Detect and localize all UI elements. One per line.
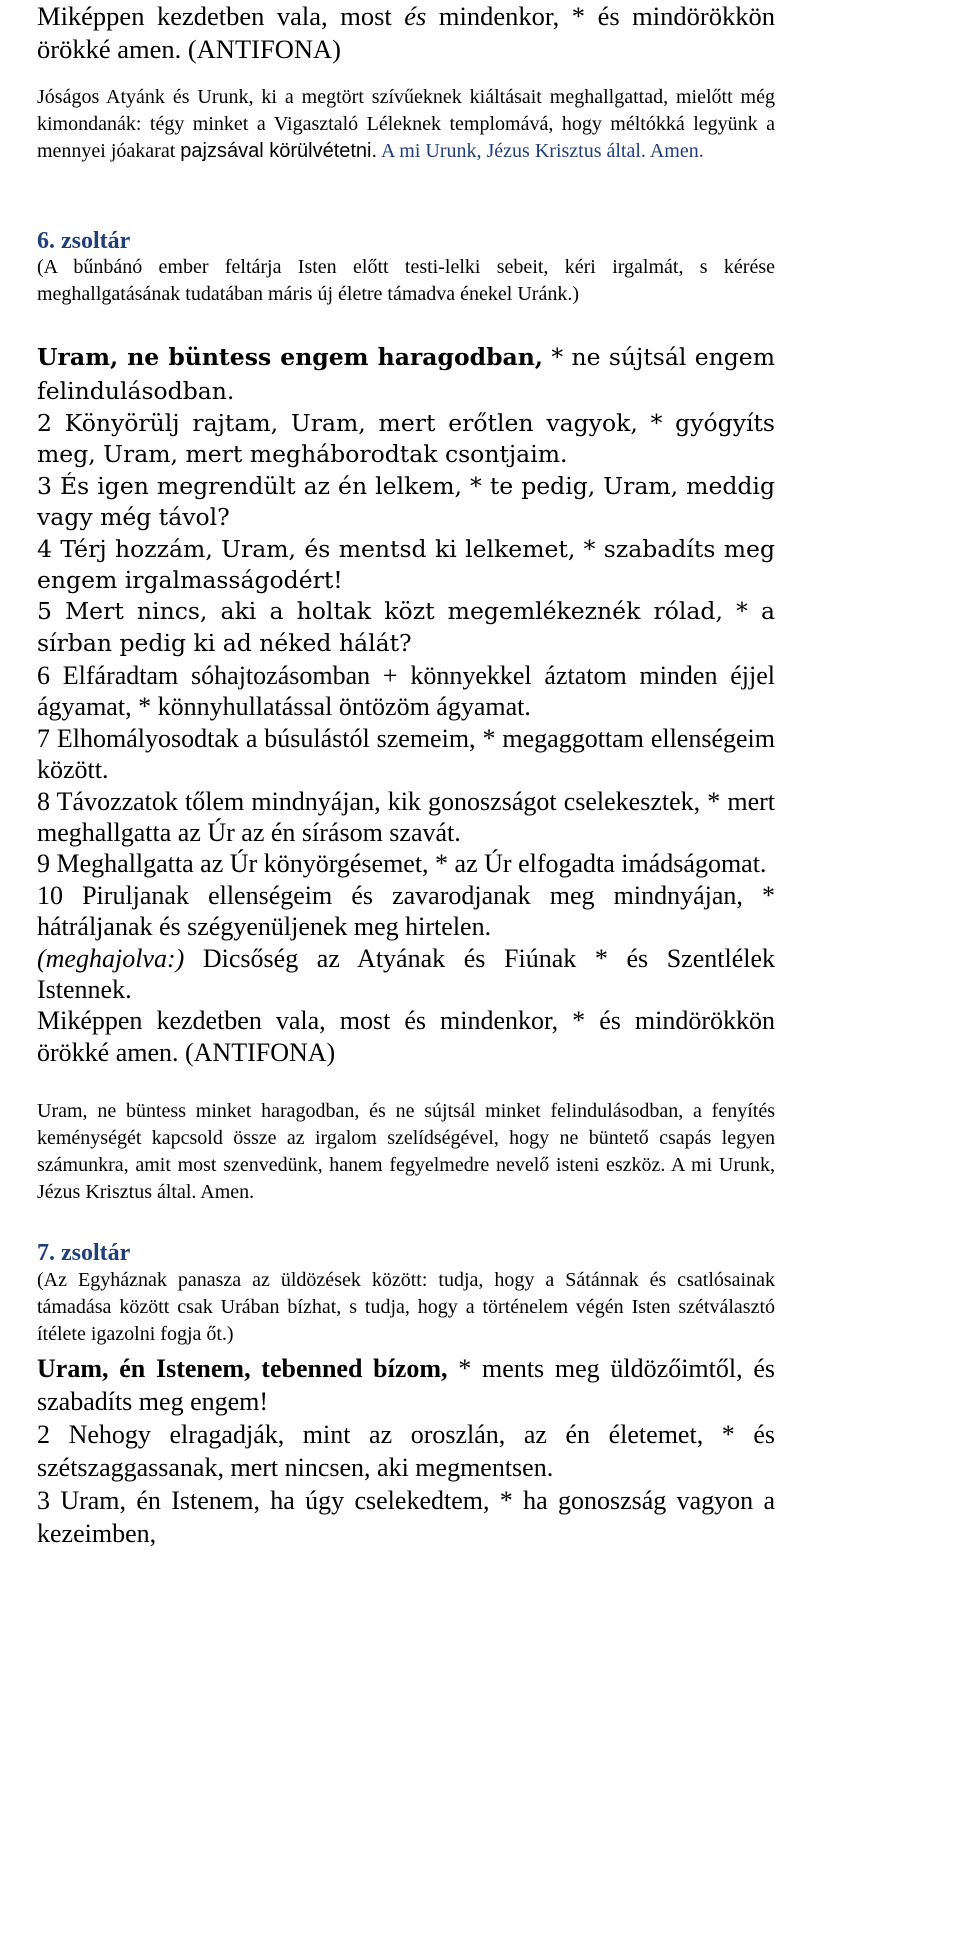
psalm-6-title: 6. zsoltár (37, 228, 131, 254)
psalm-7-verse-1-rest: * ments meg üldözőimtől, és szabadíts meg engem! (37, 1354, 775, 1416)
psalm-6-verses-b (37, 660, 775, 1068)
psalm-6-doxology: Miképpen kezdetben vala, most és mindenkor, * és mindörökkön örökké amen. (ANTIFONA) (37, 1006, 775, 1067)
psalm-6-verse: 8 Távozzatok tőlem mindnyájan, kik gonoszságot cselekesztek, * mert meghallgatta az Úr az én sírásom szavát. (37, 786, 775, 848)
psalm-6-verse: 2 Könyörülj rajtam, Uram, mert erőtlen vagyok, * gyógyíts meg, Uram, mert megháborodtak csontjaim. (37, 409, 775, 469)
psalm-6-verse: 4 Térj hozzám, Uram, és mentsd ki lelkemet, * szabadíts meg engem irgalmasságodért! (37, 534, 775, 595)
doxology-top (37, 0, 775, 66)
doxology-rest: mindenkor, * és mindörökkön örökké amen. (ANTIFONA) (37, 1, 775, 64)
psalm-7-verses (37, 1418, 775, 1550)
psalm-6-verse: 10 Piruljanak ellenségeim és zavarodjanak meg mindnyájan, * hátráljanak és szégyenüljenek meg hirtelen. (37, 880, 775, 942)
psalm-7-intro: (Az Egyháznak panasza az üldözések között: tudja, hogy a Sátánnak és csatlósainak támadása között csak Urában bízhat, s tudja, hogy a történelem végén Isten szétválasztó ítélete igazolni fogja őt.) (37, 1269, 775, 1345)
psalm-7-verse: 2 Nehogy elragadják, mint az oroszlán, az én életemet, * és szétszaggassanak, mert nincsen, aki megmentsen. (37, 1420, 775, 1482)
closing-prayer-2: Uram, ne büntess minket haragodban, és ne sújtsál minket felindulásodban, a fenyítés keménységét kapcsold össze az irgalom szelídségével, hogy ne büntető csapás legyen számunkra, amit most szenvedünk, hanem fegyelmedre nevelő isteni eszköz. A mi Urunk, Jézus Krisztus által. Amen. (37, 1100, 775, 1203)
psalm-6-gloria (37, 943, 775, 1006)
psalm-6-verse-1-rest: * ne sújtsál engem felindulásodban. (37, 343, 775, 405)
psalm-7-verse: 3 Uram, én Istenem, ha úgy cselekedtem, * ha gonoszság vagyon a kezeimben, (37, 1486, 775, 1548)
psalm-7-verse-1 (37, 1352, 775, 1418)
psalm-6-verse-1-bold: Uram, ne büntess engem haragodban, (37, 343, 543, 371)
closing-prayer-1 (37, 84, 775, 165)
psalm-6-verse: 7 Elhomályosodtak a búsulástól szemeim, * megaggottam ellenségeim között. (37, 723, 775, 785)
psalm-6-verse: 9 Meghallgatta az Úr könyörgésemet, * az Úr elfogadta imádságomat. (37, 849, 767, 879)
gloria-rest: Dicsőség az Atyának és Fiúnak * és Szentlélek Istennek. (37, 943, 775, 1005)
psalm-6-verse-1 (37, 340, 775, 408)
prayer1-part2: pajzsával körülvétetni. (180, 140, 378, 162)
psalm-6-verses (37, 408, 775, 659)
psalm-6-verse: 6 Elfáradtam sóhajtozásomban + könnyekkel áztatom minden éjjel ágyamat, * könnyhullatással öntözöm ágyamat. (37, 661, 775, 722)
psalm-7-verse-1-bold: Uram, én Istenem, tebenned bízom, (37, 1354, 448, 1383)
psalm-6-intro: (A bűnbánó ember feltárja Isten előtt testi-lelki sebeit, kéri irgalmát, s kérése meghallgatásának tudatában máris új életre támadva énekel Uránk.) (37, 256, 775, 305)
psalm-6-verse: 5 Mert nincs, aki a holtak közt megemlékeznék rólad, * a sírban pedig ki ad néked hálát? (37, 597, 775, 657)
gloria-italic: (meghajolva:) (37, 943, 185, 973)
doxology-italic-word: és (404, 1, 427, 31)
prayer1-part3: A mi Urunk, Jézus Krisztus által. Amen. (377, 140, 704, 162)
prayer1-part1: Jóságos Atyánk és Urunk, ki a megtört szívűeknek kiáltásait meghallgattad, mielőtt még kimondanák: tégy minket a Vigasztaló Léleknek templomává, hogy méltókká legyünk a mennyei jóakarat (37, 86, 775, 162)
psalm-7-title: 7. zsoltár (37, 1240, 131, 1266)
psalm-6-verse: 3 És igen megrendült az én lelkem, * te pedig, Uram, meddig vagy még távol? (37, 471, 775, 532)
doxology-text: Miképpen kezdetben vala, most (37, 1, 405, 31)
